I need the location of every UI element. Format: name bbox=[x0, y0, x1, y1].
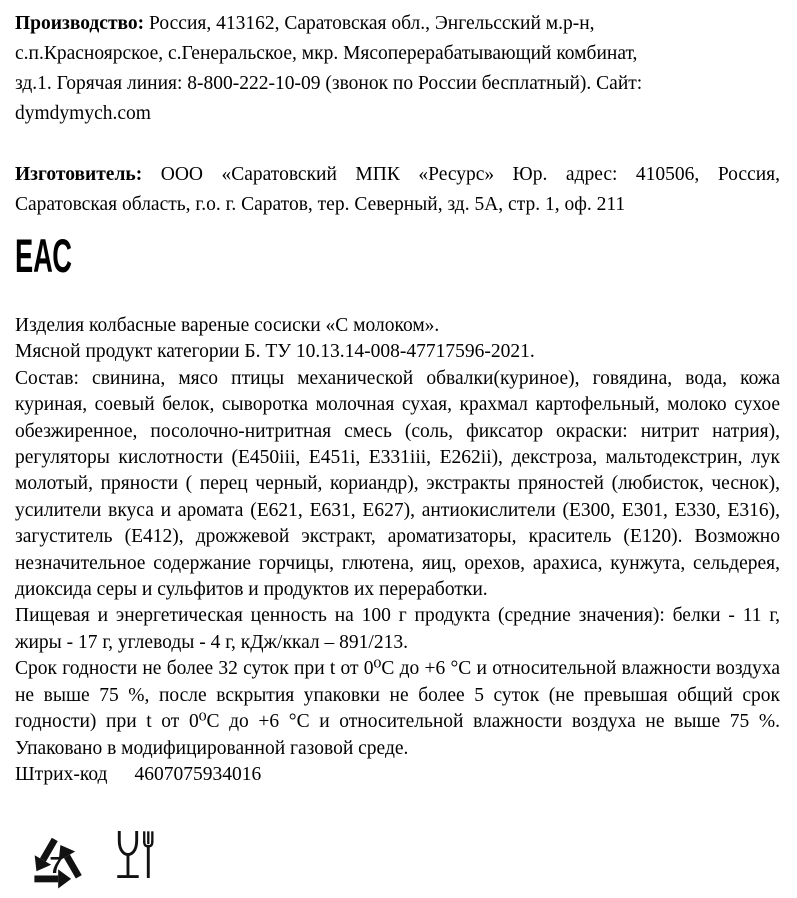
ingredients-line: обезжиренное, посолочно-нитритная смесь (соль, фиксатор окраски: нитрит натрия), bbox=[15, 420, 780, 442]
production-paragraph bbox=[15, 9, 780, 129]
ingredients-line: незначительное содержание горчицы, глютена, яиц, орехов, арахиса, кунжута, сельдерея, bbox=[15, 552, 780, 574]
manufacturer-label: Изготовитель: bbox=[15, 164, 143, 185]
product-category-line: Мясной продукт категории Б. ТУ 10.13.14-008-47717596-2021. bbox=[15, 341, 535, 363]
shelf-life-line: годности) при t от 0⁰С до +6 °С и относительной влажности воздуха не выше 75 %. bbox=[15, 711, 780, 733]
eac-mark-text: ЕАС bbox=[15, 229, 72, 282]
manufacturer-text: ООО «Саратовский МПК «Ресурс» Юр. адрес: 410506, Россия, bbox=[160, 164, 780, 185]
recycle-code-text: 7 bbox=[49, 852, 63, 879]
website-text: dymdymych.com bbox=[15, 103, 151, 124]
barcode-row bbox=[15, 762, 780, 788]
ingredients-line: усилители вкуса и аромата (Е621, Е631, Е627), антиокислители (Е300, Е301, Е330, Е316), bbox=[15, 499, 780, 521]
ingredients-line: регуляторы кислотности (Е450iii, Е451i, Е331iii, Е262ii), декстроза, мальтодекстрин, лук bbox=[15, 447, 780, 469]
production-line: с.п.Красноярское, с.Генеральское, мкр. Мясоперерабатывающий комбинат, bbox=[15, 43, 638, 64]
eac-conformity-mark bbox=[15, 229, 780, 282]
product-description bbox=[15, 313, 780, 788]
nutrition-line: жиры - 17 г, углеводы - 4 г, кДж/ккал – 891/213. bbox=[15, 631, 408, 653]
manufacturer-line bbox=[15, 160, 780, 190]
packaging-symbols bbox=[15, 824, 780, 896]
product-name-line: Изделия колбасные вареные сосиски «С молоком». bbox=[15, 315, 440, 336]
production-text: Россия, 413162, Саратовская обл., Энгельсский м.р-н, bbox=[149, 13, 595, 34]
recycling-7-icon bbox=[15, 824, 97, 896]
ingredients-line: молотый, пряности ( перец черный, кориандр), экстракты пряностей (любисток, чеснок), bbox=[15, 473, 780, 495]
packaging-line: Упаковано в модифицированной газовой среде. bbox=[15, 737, 409, 759]
nutrition-line: Пищевая и энергетическая ценность на 100 г продукта (средние значения): белки - 11 г, bbox=[15, 605, 780, 627]
manufacturer-line: Саратовская область, г.о. г. Саратов, тер. Северный, зд. 5А, стр. 1, оф. 211 bbox=[15, 194, 626, 215]
production-line: зд.1. Горячая линия: 8-800-222-10-09 (звонок по России бесплатный). Сайт: bbox=[15, 73, 643, 94]
production-line bbox=[15, 9, 780, 39]
food-safe-glass-fork-icon bbox=[107, 829, 171, 887]
shelf-life-line: Срок годности не более 32 суток при t от 0⁰С до +6 °С и относительной влажности воздуха bbox=[15, 658, 780, 680]
ingredients-line: диоксида серы и сульфитов и продуктов их переработки. bbox=[15, 579, 488, 601]
manufacturer-paragraph bbox=[15, 160, 780, 220]
production-label: Производство: bbox=[15, 13, 145, 34]
ingredients-line: Состав: свинина, мясо птицы механической обвалки(куриное), говядина, вода, кожа bbox=[15, 367, 780, 389]
shelf-life-line: не выше 75 %, после вскрытия упаковки не более 5 суток (не превышая общий срок bbox=[15, 684, 780, 706]
barcode-value: 4607075934016 bbox=[134, 763, 262, 785]
ingredients-line: куриная, соевый белок, сыворотка молочная сухая, крахмал картофельный, молоко сухое bbox=[15, 394, 780, 416]
ingredients-line: загуститель (Е412), дрожжевой экстракт, ароматизаторы, краситель (Е120). Возможно bbox=[15, 526, 780, 548]
barcode-label: Штрих-код bbox=[15, 763, 108, 785]
